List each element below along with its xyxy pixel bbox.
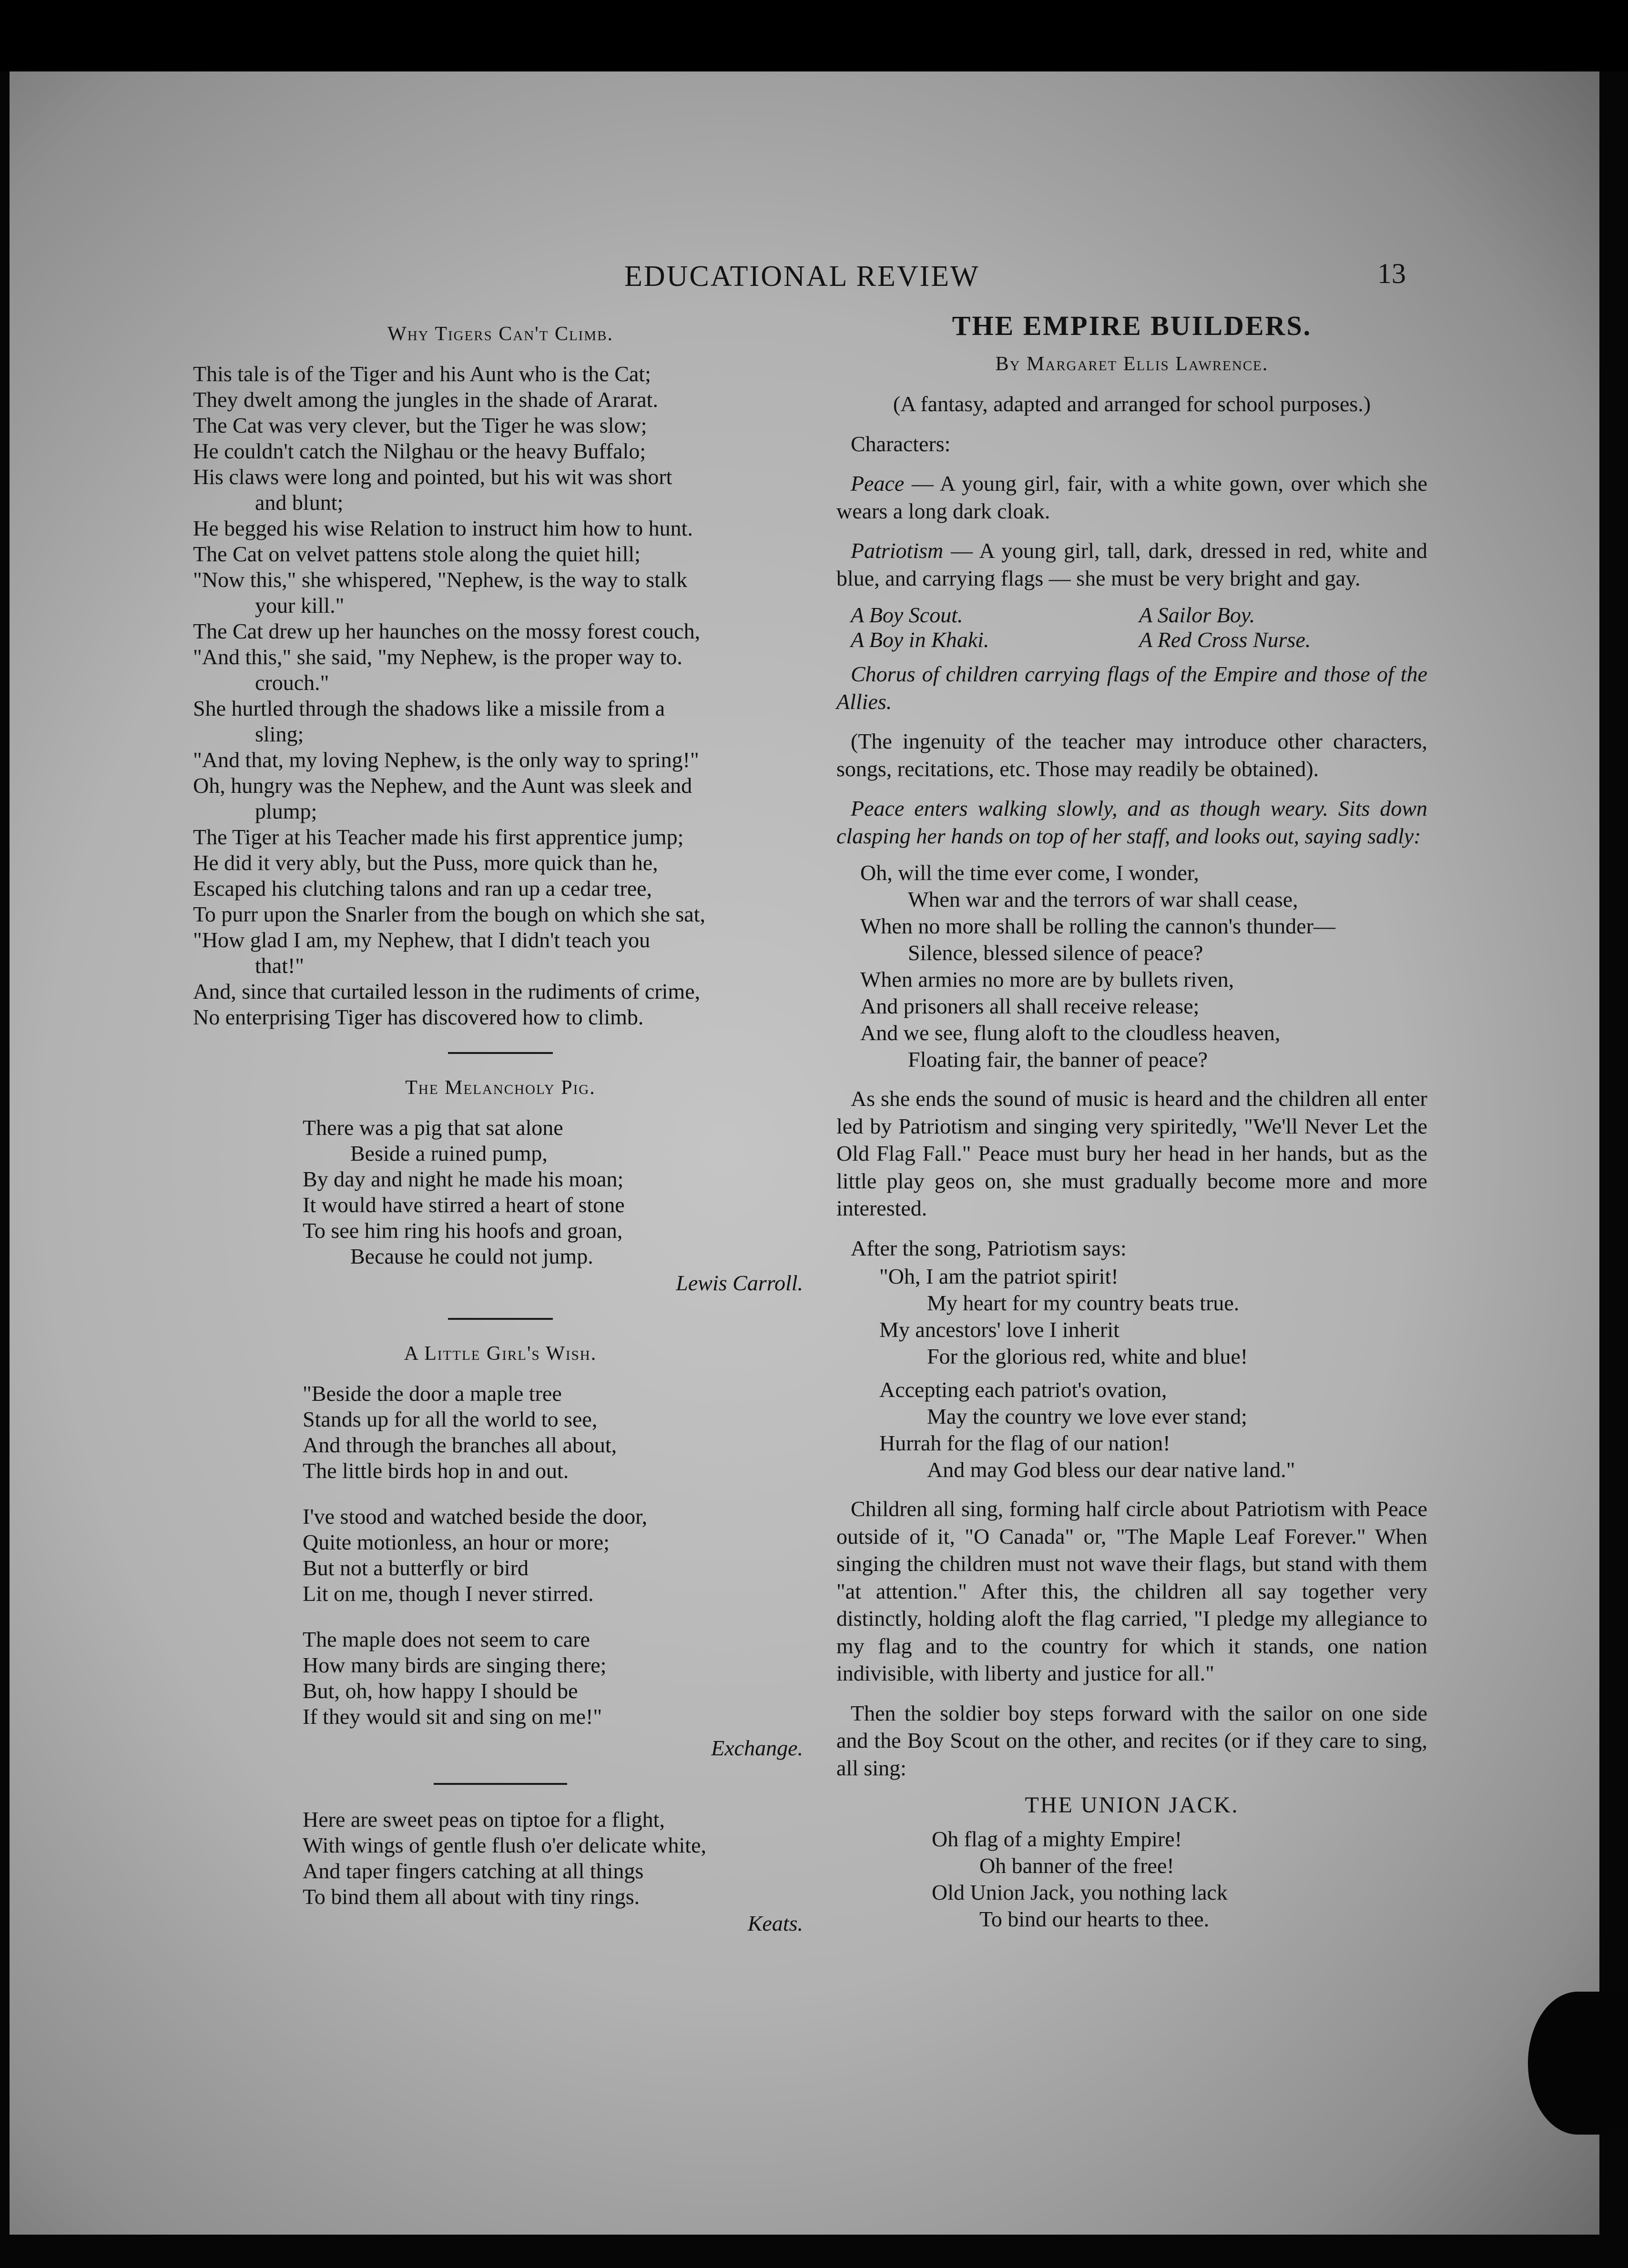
article-byline: By Margaret Ellis Lawrence. (995, 353, 1269, 375)
verse-line: Oh flag of a mighty Empire! (932, 1827, 1182, 1851)
verse-patriotism-2 (879, 1379, 1427, 1481)
poem-wish (193, 1383, 808, 1728)
verse-line: "Oh, I am the patriot spirit! (879, 1264, 1119, 1288)
verse-line: No enterprising Tiger has discovered how to climb. (193, 1005, 644, 1029)
verse-line: The maple does not seem to care (303, 1627, 590, 1651)
ingenuity-note: (The ingenuity of the teacher may introduce other characters, songs, recitations, etc. Those may readily be obtained). (836, 729, 1427, 781)
verse-line: And we see, flung aloft to the cloudless heaven, (860, 1021, 1281, 1045)
verse-line: His claws were long and pointed, but his wit was short (193, 465, 672, 489)
verse-line: The Cat drew up her haunches on the mossy forest couch, (193, 619, 701, 643)
stanza (303, 1506, 808, 1605)
verse-line: To bind them all about with tiny rings. (303, 1884, 640, 1909)
verse-line: Escaped his clutching talons and ran up a cedar tree, (193, 876, 652, 901)
verse-line: sling; (255, 722, 304, 746)
verse-line: May the country we love ever stand; (927, 1404, 1247, 1428)
verse-line: Floating fair, the banner of peace? (908, 1047, 1208, 1072)
verse-peace (860, 862, 1427, 1071)
page-sheet (10, 71, 1599, 2235)
verse-line: Oh, will the time ever come, I wonder, (860, 861, 1199, 885)
verse-line: Stands up for all the world to see, (303, 1407, 598, 1431)
role-item: A Red Cross Nurse. (1139, 628, 1311, 652)
verse-line: Because he could not jump. (350, 1244, 593, 1268)
verse-line: There was a pig that sat alone (303, 1115, 563, 1140)
roles-list (851, 604, 1427, 651)
scan-border-top (0, 0, 1628, 71)
verse-line: Oh, hungry was the Nephew, and the Aunt was sleek and (193, 773, 692, 798)
verse-line: And may God bless our dear native land." (927, 1458, 1295, 1482)
verse-line: "Now this," she whispered, "Nephew, is the way to stalk (193, 567, 688, 592)
stage-direction: Peace enters walking slowly, and as though weary. Sits down clasping her hands on top of her staff, and looks out, saying sadly: (836, 796, 1427, 848)
characters-label: Characters: (851, 431, 951, 456)
verse-line: My heart for my country beats true. (927, 1291, 1240, 1315)
verse-line: How many birds are singing there; (303, 1653, 607, 1677)
left-column (193, 324, 808, 1934)
verse-line: plump; (255, 799, 317, 823)
character-peace (836, 470, 1427, 525)
verse-line: Old Union Jack, you nothing lack (932, 1880, 1228, 1904)
verse-line: For the glorious red, white and blue! (927, 1344, 1248, 1368)
divider (448, 1318, 553, 1320)
verse-line: Silence, blessed silence of peace? (908, 941, 1203, 965)
character-name: Peace (851, 471, 905, 496)
attribution-keats: Keats. (747, 1911, 803, 1935)
verse-line: And, since that curtailed lesson in the rudiments of crime, (193, 979, 701, 1003)
verse-line: and blunt; (255, 490, 344, 515)
verse-line: And through the branches all about, (303, 1433, 617, 1457)
divider (434, 1783, 567, 1785)
stage-direction: Then the soldier boy steps forward with the sailor on one side and the Boy Scout on the other, and recites (or if they care to sing, all sing: (836, 1701, 1427, 1780)
character-description: — A young girl, tall, dark, dressed in red, white and blue, and carrying flags — she must be very bright and gay. (836, 538, 1427, 590)
verse-line: Oh banner of the free! (979, 1853, 1174, 1878)
verse-line: And prisoners all shall receive release; (860, 994, 1200, 1018)
verse-patriotism (879, 1266, 1427, 1367)
verse-line: Accepting each patriot's ovation, (879, 1377, 1167, 1402)
poem-title-wish: A Little Girl's Wish. (404, 1343, 597, 1365)
verse-line: With wings of gentle flush o'er delicate white, (303, 1833, 706, 1857)
verse-line: It would have stirred a heart of stone (303, 1193, 625, 1217)
verse-line: He begged his wise Relation to instruct him how to hunt. (193, 516, 693, 540)
running-head: EDUCATIONAL REVIEW (624, 260, 980, 293)
verse-line: "How glad I am, my Nephew, that I didn't teach you (193, 928, 651, 952)
verse-line: "And that, my loving Nephew, is the only way to spring!" (193, 748, 699, 772)
verse-line: I've stood and watched beside the door, (303, 1504, 648, 1529)
page-number: 13 (1377, 258, 1406, 289)
verse-line: your kill." (255, 593, 345, 618)
role-item: A Boy in Khaki. (851, 628, 989, 652)
verse-line: The Cat was very clever, but the Tiger he was slow; (193, 413, 647, 437)
stage-direction: After the song, Patriotism says: (851, 1235, 1127, 1260)
page (10, 71, 1599, 2235)
verse-line: "And this," she said, "my Nephew, is the proper way to. (193, 645, 682, 669)
verse-line: crouch." (255, 670, 329, 695)
poem-title-tigers: Why Tigers Can't Climb. (387, 323, 613, 345)
verse-line: To see him ring his hoofs and groan, (303, 1218, 623, 1243)
chorus-note: Chorus of children carrying flags of the Empire and those of the Allies. (836, 662, 1427, 714)
character-name: Patriotism (851, 538, 944, 563)
poem-keats (193, 1809, 808, 1908)
verse-line: "Beside the door a maple tree (303, 1381, 562, 1406)
attribution-wish: Exchange. (711, 1736, 803, 1760)
verse-line: And taper fingers catching at all things (303, 1859, 644, 1883)
verse-line: When war and the terrors of war shall cease, (908, 887, 1298, 911)
verse-line: She hurtled through the shadows like a missile from a (193, 696, 665, 720)
verse-line: Quite motionless, an hour or more; (303, 1530, 610, 1554)
role-item: A Sailor Boy. (1139, 603, 1255, 627)
verse-line: To purr upon the Snarler from the bough on which she sat, (193, 902, 706, 926)
verse-line: Here are sweet peas on tiptoe for a flight, (303, 1807, 665, 1832)
poem-title-pig: The Melancholy Pig. (405, 1077, 596, 1099)
verse-line: But not a butterfly or bird (303, 1556, 529, 1580)
poem-pig (193, 1117, 808, 1267)
stage-direction: Children all sing, forming half circle about Patriotism with Peace outside of it, "O Canada" or, "The Maple Leaf Forever." When singing the children must not wave their flags, but stand with them "at attention." After this, the children all say together very distinctly, holding aloft the flag carried, "I pledge my allegiance to my flag and to the country for which it stands, one nation indivisible, with liberty and justice for all." (836, 1497, 1427, 1685)
verse-line: When armies no more are by bullets riven, (860, 967, 1234, 992)
verse-line: This tale is of the Tiger and his Aunt who is the Cat; (193, 362, 651, 386)
scan-artifact (1528, 1992, 1628, 2135)
verse-line: By day and night he made his moan; (303, 1167, 624, 1191)
poem-tigers (193, 363, 808, 1028)
stanza (303, 1629, 808, 1728)
stage-direction: As she ends the sound of music is heard and the children all enter led by Patriotism and singing very spiritedly, "We'll Never Let the Old Flag Fall." Peace must bury her head in her hands, but as the little play geos on, she must gradually become more and more interested. (836, 1086, 1427, 1220)
verse-line: He couldn't catch the Nilghau or the heavy Buffalo; (193, 439, 646, 463)
verse-union-jack (932, 1828, 1427, 1930)
verse-line: Hurrah for the flag of our nation! (879, 1431, 1170, 1455)
verse-line: Beside a ruined pump, (350, 1141, 548, 1165)
verse-line: Lit on me, though I never stirred. (303, 1581, 594, 1606)
verse-line: The Tiger at his Teacher made his first apprentice jump; (193, 825, 684, 849)
verse-line: The little birds hop in and out. (303, 1458, 569, 1483)
verse-line: The Cat on velvet pattens stole along the quiet hill; (193, 542, 641, 566)
verse-line: that!" (255, 953, 305, 978)
divider (448, 1052, 553, 1054)
verse-line: But, oh, how happy I should be (303, 1679, 578, 1703)
article-subtitle: (A fantasy, adapted and arranged for school purposes.) (893, 392, 1371, 416)
character-patriotism (836, 537, 1427, 592)
stanza (303, 1383, 808, 1482)
verse-line: To bind our hearts to thee. (979, 1907, 1210, 1931)
attribution-pig: Lewis Carroll. (676, 1271, 803, 1295)
verse-line: They dwelt among the jungles in the shade of Ararat. (193, 387, 658, 412)
article-title: THE EMPIRE BUILDERS. (952, 310, 1312, 341)
verse-line: He did it very ably, but the Puss, more quick than he, (193, 850, 658, 875)
verse-line: If they would sit and sing on me!" (303, 1704, 602, 1729)
verse-line: When no more shall be rolling the cannon's thunder— (860, 914, 1336, 938)
right-column (836, 312, 1427, 1944)
role-item: A Boy Scout. (851, 603, 963, 627)
verse-line: My ancestors' love I inherit (879, 1317, 1119, 1342)
character-description: — A young girl, fair, with a white gown, over which she wears a long dark cloak. (836, 471, 1427, 523)
song-title: THE UNION JACK. (1025, 1792, 1239, 1818)
